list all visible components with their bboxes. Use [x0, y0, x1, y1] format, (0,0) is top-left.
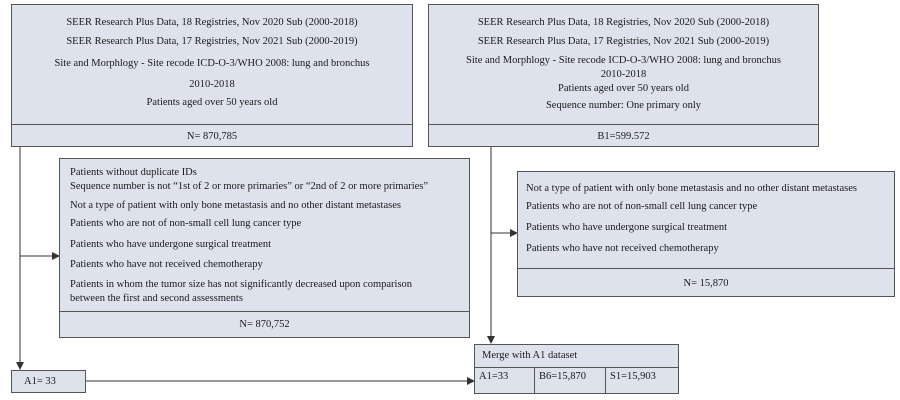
right-exclusion-line-4: Patients who have not received chemotherapy [526, 243, 719, 254]
left-exclusion-line-8: between the first and second assessments [70, 293, 243, 304]
left-source-line-2: SEER Research Plus Data, 17 Registries, Nov 2021 Sub (2000-2019) [66, 36, 358, 47]
right-exclusion-line-3: Patients who have undergone surgical treatment [526, 222, 728, 233]
right-source-line-6: Sequence number: One primary only [545, 100, 702, 111]
a1-box [11, 370, 86, 393]
right-exclusion-count: N= 15,870 [683, 278, 729, 289]
right-exclusion-line-2: Patients who are not of non-small cell lung cancer type [526, 201, 758, 212]
right-exclusion-box [517, 171, 895, 297]
left-source-line-1: SEER Research Plus Data, 18 Registries, Nov 2020 Sub (2000-2018) [66, 17, 358, 28]
right-exclusion-line-1: Not a type of patient with only bone metastasis and no other distant metastases [526, 183, 857, 194]
left-exclusion-count: N= 870,752 [239, 319, 290, 330]
left-exclusion-box [59, 158, 470, 338]
left-source-separator [12, 124, 412, 125]
merge-cell-b6: B6=15,870 [535, 367, 606, 393]
left-exclusion-line-2: Sequence number is not “1st of 2 or more primaries” or “2nd of 2 or more primaries” [70, 181, 429, 192]
a1-label: A1= 33 [24, 376, 56, 387]
right-source-count: B1=599.572 [597, 131, 650, 142]
merge-title: Merge with A1 dataset [482, 350, 578, 361]
left-source-box [11, 4, 413, 147]
left-exclusion-separator [60, 311, 469, 312]
left-exclusion-line-5: Patients who have undergone surgical treatment [70, 239, 272, 250]
merge-cell-a1: A1=33 [475, 367, 535, 393]
left-exclusion-line-7: Patients in whom the tumor size has not significantly decreased upon comparison [70, 279, 413, 290]
right-source-line-5: Patients aged over 50 years old [558, 83, 689, 94]
left-exclusion-line-6: Patients who have not received chemotherapy [70, 259, 263, 270]
right-source-line-1: SEER Research Plus Data, 18 Registries, Nov 2020 Sub (2000-2018) [477, 17, 770, 28]
right-source-separator [429, 124, 818, 125]
right-exclusion-separator [518, 268, 894, 269]
left-exclusion-line-1: Patients without duplicate IDs [70, 167, 197, 178]
left-source-count: N= 870,785 [186, 131, 238, 142]
right-source-box [428, 4, 819, 147]
merge-cell-s1: S1=15,903 [610, 371, 656, 382]
right-source-line-4: 2010-2018 [600, 69, 647, 80]
left-exclusion-line-3: Not a type of patient with only bone metastasis and no other distant metastases [70, 200, 401, 211]
right-source-line-3: Site and Morphlogy - Site recode ICD-O-3/WHO 2008: lung and bronchus [466, 55, 781, 66]
left-source-line-4: 2010-2018 [189, 79, 235, 90]
left-source-line-5: Patients aged over 50 years old [146, 97, 278, 108]
merge-box [474, 344, 679, 394]
left-exclusion-line-4: Patients who are not of non-small cell lung cancer type [70, 218, 302, 229]
left-source-line-3: Site and Morphlogy - Site recode ICD-O-3/WHO 2008: lung and bronchus [54, 58, 370, 69]
right-source-line-2: SEER Research Plus Data, 17 Registries, Nov 2021 Sub (2000-2019) [477, 36, 770, 47]
